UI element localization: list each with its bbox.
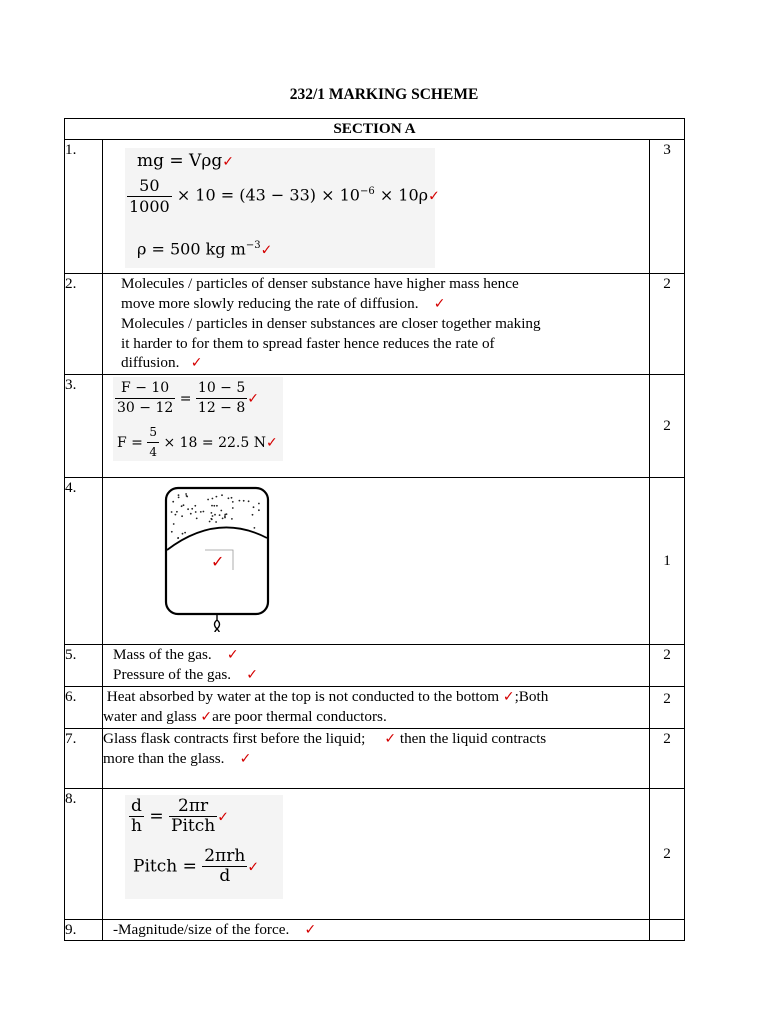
gas-particle-dot	[178, 496, 180, 498]
answer-cell	[103, 644, 650, 686]
gas-particle-dot	[219, 514, 221, 516]
question-row-3	[65, 374, 685, 477]
tick-icon: ✓	[200, 709, 213, 725]
answer-cell	[103, 788, 650, 919]
equation-text: × 10 = (43 − 33) × 10	[176, 185, 360, 205]
gas-particle-dot	[215, 521, 217, 523]
exponent: −3	[245, 240, 261, 251]
fraction	[129, 797, 144, 837]
gas-particle-dot	[226, 513, 228, 515]
fraction	[115, 379, 175, 419]
gas-particle-dot	[181, 505, 183, 507]
question-number: 9.	[65, 919, 103, 941]
gas-particle-dot	[171, 530, 173, 532]
gas-particle-dot	[172, 500, 174, 502]
fraction-denominator: h	[131, 816, 142, 836]
gas-particle-dot	[231, 518, 233, 520]
gas-particle-dot	[203, 510, 205, 512]
marks-cell: 2	[650, 728, 685, 788]
fraction-denominator: 12 − 8	[197, 400, 246, 416]
tick-icon: ✓	[502, 688, 515, 705]
gas-particle-dot	[216, 504, 218, 506]
gas-particle-dot	[178, 494, 180, 496]
tick-icon: ✓	[222, 154, 234, 170]
fraction-denominator: 4	[149, 445, 157, 459]
gas-particle-dot	[224, 516, 226, 518]
equation-text: F =	[117, 434, 143, 451]
answer-cell	[103, 686, 650, 728]
answer-cell	[103, 274, 650, 375]
question-row-9	[65, 919, 685, 941]
gas-particle-dot	[232, 507, 234, 509]
gas-particle-dot	[173, 523, 175, 525]
tick-icon: ✓	[384, 730, 397, 747]
marks-cell: 2	[650, 274, 685, 375]
question-row-6	[65, 686, 685, 728]
answer-line: diffusion.	[121, 354, 180, 371]
gas-particle-dot	[185, 493, 187, 495]
marks-cell: 2	[650, 374, 685, 477]
answer-cell	[103, 477, 650, 644]
fraction	[169, 797, 217, 837]
tick-icon: ✓	[247, 390, 259, 407]
fraction-denominator: 1000	[129, 196, 170, 216]
fraction-numerator: 5	[147, 423, 159, 444]
gas-particle-dot	[232, 501, 234, 503]
question-number: 7.	[65, 728, 103, 788]
gas-particle-dot	[190, 512, 192, 514]
gas-particle-dot	[210, 517, 212, 519]
marks-cell	[650, 919, 685, 941]
gas-particle-dot	[171, 511, 173, 513]
answer-line: more than the glass.	[103, 750, 225, 767]
gas-particle-dot	[175, 513, 177, 515]
marks-cell: 2	[650, 644, 685, 686]
marks-cell: 2	[650, 686, 685, 728]
question-row-4	[65, 477, 685, 644]
tick-icon: ✓	[226, 646, 239, 663]
answer-line: Heat absorbed by water at the top is not conducted to the bottom	[106, 687, 500, 705]
equation-line: ρ = 500 kg m	[137, 239, 246, 259]
question-number: 3.	[65, 374, 103, 477]
answer-line: Glass flask contracts first before the liquid;	[103, 729, 366, 747]
fraction-denominator: d	[219, 866, 231, 886]
answer-cell	[103, 140, 650, 274]
gas-particle-dot	[177, 537, 179, 539]
section-heading: SECTION A	[65, 119, 685, 140]
fraction-numerator: 50	[127, 176, 172, 197]
answer-line: ;Both	[514, 687, 549, 705]
tick-icon: ✓	[217, 809, 229, 825]
question-number: 8.	[65, 788, 103, 919]
tick-icon: ✓	[304, 921, 317, 938]
gas-particle-dot	[216, 495, 218, 497]
fraction-denominator: Pitch	[171, 816, 216, 836]
equation-block	[125, 148, 440, 268]
gas-particle-dot	[212, 497, 214, 499]
question-number: 2.	[65, 274, 103, 375]
gas-particle-dot	[181, 515, 183, 517]
gas-particle-dot	[254, 527, 256, 529]
gas-particle-dot	[176, 510, 178, 512]
fraction	[127, 176, 172, 216]
answer-cell	[103, 374, 650, 477]
answer-line: -Magnitude/size of the force.	[113, 920, 290, 938]
equation-text: Pitch =	[133, 856, 197, 876]
gas-particle-dot	[194, 504, 196, 506]
gas-particle-dot	[258, 509, 260, 511]
equation-line: mg = Vρg	[137, 151, 223, 171]
equation-text: × 10ρ	[379, 185, 429, 205]
answer-line: Mass of the gas.	[113, 645, 212, 663]
gas-particle-dot	[252, 513, 254, 515]
gas-particle-dot	[220, 509, 222, 511]
fraction-numerator: 10 − 5	[196, 379, 247, 400]
gas-particle-dot	[221, 494, 223, 496]
gas-particle-dot	[213, 504, 215, 506]
gas-particle-dot	[239, 499, 241, 501]
answer-line: then the liquid contracts	[399, 729, 547, 747]
fraction	[202, 847, 247, 887]
marking-scheme-table	[64, 118, 685, 941]
gas-particle-dot	[186, 495, 188, 497]
tick-icon: ✓	[190, 355, 203, 371]
gas-particle-dot	[231, 496, 233, 498]
tick-icon: ✓	[211, 551, 225, 571]
tick-icon: ✓	[247, 859, 260, 875]
question-row-7	[65, 728, 685, 788]
answer-cell	[103, 728, 650, 788]
gas-particle-dot	[191, 507, 193, 509]
gas-particle-dot	[222, 517, 224, 519]
answer-line: Molecules / particles of denser substance have higher mass hence	[121, 275, 519, 292]
gas-particle-dot	[207, 498, 209, 500]
answer-line: Pressure of the gas.	[113, 666, 232, 683]
question-row-5	[65, 644, 685, 686]
question-number: 1.	[65, 140, 103, 274]
gas-particle-dot	[195, 511, 197, 513]
gas-particle-dot	[184, 531, 186, 533]
answer-line: Molecules / particles in denser substances are closer together making	[121, 315, 541, 332]
fraction-numerator: d	[129, 797, 144, 818]
gas-particle-dot	[209, 520, 211, 522]
exponent: −6	[359, 186, 375, 198]
question-number: 5.	[65, 644, 103, 686]
fraction	[147, 423, 159, 463]
section-header-row	[65, 119, 685, 140]
gas-particle-dot	[187, 508, 189, 510]
tick-icon: ✓	[433, 295, 446, 312]
gas-particle-dot	[248, 500, 250, 502]
equation-block: $\frac{F - 10}{30 - 12}$ = $\frac{10 - 5}{12 - 8}$ ✓ F = $\frac{5}{4}$ × 18 = 22.5 N✓	[113, 377, 283, 461]
flask-diagram	[161, 482, 281, 632]
marks-cell: 3	[650, 140, 685, 274]
question-row-2	[65, 274, 685, 375]
document-title: 232/1 MARKING SCHEME	[289, 86, 479, 103]
question-row-8	[65, 788, 685, 919]
gas-particle-dot	[212, 515, 214, 517]
answer-line: water and glass	[103, 708, 197, 725]
tick-icon: ✓	[260, 242, 273, 259]
gas-particle-dot	[258, 502, 260, 504]
question-number: 4.	[65, 477, 103, 644]
fraction-numerator: 2πr	[169, 797, 217, 818]
tick-icon: ✓	[428, 188, 440, 205]
gas-particle-dot	[200, 511, 202, 513]
fraction-numerator: 2πrh	[204, 845, 246, 866]
gas-particle-dot	[243, 499, 245, 501]
fraction	[196, 379, 247, 419]
tick-icon: ✓	[239, 751, 252, 767]
equation-block: $\frac{d}{h}$ = $\frac{2\pi r}{\text{Pitch}}$ ✓ Pitch = $\frac{\text{2πrh}}{d}$ ✓	[125, 795, 283, 899]
tick-icon: ✓	[246, 667, 259, 683]
equation-text: × 18 = 22.5 N	[163, 434, 266, 451]
answer-line: move more slowly reducing the rate of diffusion.	[121, 294, 419, 312]
gas-particle-dot	[214, 513, 216, 515]
question-row-1	[65, 140, 685, 274]
answer-cell	[103, 919, 650, 941]
marks-cell: 1	[650, 477, 685, 644]
gas-particle-dot	[211, 512, 213, 514]
gas-particle-dot	[196, 517, 198, 519]
question-number: 6.	[65, 686, 103, 728]
fraction-denominator: 30 − 12	[117, 400, 174, 416]
fraction-numerator: F − 10	[115, 379, 175, 400]
gas-particle-dot	[183, 504, 185, 506]
marks-cell: 2	[650, 788, 685, 919]
gas-particle-dot	[182, 532, 184, 534]
gas-particle-dot	[211, 504, 213, 506]
gas-particle-dot	[253, 506, 255, 508]
answer-line: it harder to for them to spread faster hence reduces the rate of	[121, 334, 495, 352]
answer-line: are poor thermal conductors.	[212, 708, 387, 725]
gas-particle-dot	[228, 497, 230, 499]
tick-icon: ✓	[265, 434, 278, 451]
valve-icon	[215, 614, 220, 632]
